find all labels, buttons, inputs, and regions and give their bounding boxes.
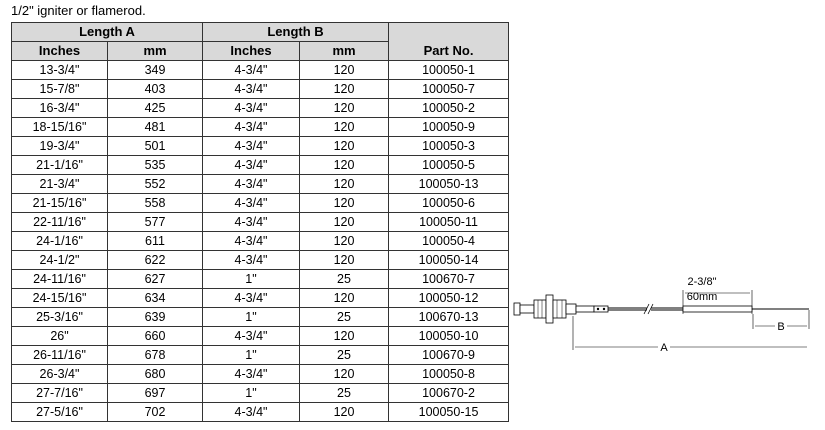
cell-a-inches: 13-3/4"	[12, 61, 108, 80]
cell-a-inches: 27-7/16"	[12, 384, 108, 403]
dim-top-mm: 60mm	[686, 291, 718, 303]
cell-b-inches: 4-3/4"	[203, 194, 300, 213]
cell-part-no: 100050-6	[389, 194, 509, 213]
cell-b-inches: 4-3/4"	[203, 175, 300, 194]
cell-b-mm: 120	[300, 61, 389, 80]
cell-part-no: 100050-1	[389, 61, 509, 80]
cell-b-inches: 1"	[203, 308, 300, 327]
cell-b-mm: 120	[300, 403, 389, 422]
table-row	[12, 384, 509, 403]
table-row	[12, 308, 509, 327]
cell-a-mm: 403	[108, 80, 203, 99]
cell-b-inches: 4-3/4"	[203, 213, 300, 232]
cell-a-inches: 21-3/4"	[12, 175, 108, 194]
table-row	[12, 327, 509, 346]
cell-b-inches: 4-3/4"	[203, 365, 300, 384]
cell-b-inches: 4-3/4"	[203, 289, 300, 308]
length-a-header: Length A	[12, 23, 203, 42]
cell-part-no: 100050-13	[389, 175, 509, 194]
ceramic-insulator	[683, 306, 752, 312]
cell-a-mm: 639	[108, 308, 203, 327]
cell-part-no: 100050-3	[389, 137, 509, 156]
cell-b-mm: 25	[300, 270, 389, 289]
part-no-header: Part No.	[389, 23, 509, 61]
break-mark-2	[648, 304, 653, 314]
cell-b-inches: 4-3/4"	[203, 80, 300, 99]
cell-a-mm: 702	[108, 403, 203, 422]
table-row	[12, 403, 509, 422]
b-mm-header: mm	[300, 42, 389, 61]
cell-b-mm: 120	[300, 99, 389, 118]
cell-a-mm: 481	[108, 118, 203, 137]
table-row	[12, 346, 509, 365]
table-row	[12, 194, 509, 213]
caption: 1/2" igniter or flamerod.	[11, 3, 146, 18]
table-row	[12, 289, 509, 308]
a-mm-header: mm	[108, 42, 203, 61]
cell-part-no: 100670-9	[389, 346, 509, 365]
cell-b-mm: 120	[300, 194, 389, 213]
cell-a-mm: 535	[108, 156, 203, 175]
cell-a-mm: 558	[108, 194, 203, 213]
cell-a-inches: 16-3/4"	[12, 99, 108, 118]
cell-b-mm: 120	[300, 365, 389, 384]
cell-b-inches: 1"	[203, 346, 300, 365]
cell-b-mm: 120	[300, 213, 389, 232]
cell-a-mm: 680	[108, 365, 203, 384]
table-row	[12, 118, 509, 137]
cell-a-inches: 15-7/8"	[12, 80, 108, 99]
cell-part-no: 100050-15	[389, 403, 509, 422]
table-row	[12, 99, 509, 118]
cell-b-mm: 120	[300, 327, 389, 346]
cell-a-inches: 26"	[12, 327, 108, 346]
cell-b-mm: 120	[300, 175, 389, 194]
cell-a-mm: 627	[108, 270, 203, 289]
cell-part-no: 100050-11	[389, 213, 509, 232]
cell-a-mm: 660	[108, 327, 203, 346]
cell-part-no: 100050-10	[389, 327, 509, 346]
cell-b-inches: 4-3/4"	[203, 118, 300, 137]
cell-a-inches: 26-11/16"	[12, 346, 108, 365]
table-row	[12, 251, 509, 270]
table-row	[12, 365, 509, 384]
cell-b-mm: 120	[300, 156, 389, 175]
length-b-header: Length B	[203, 23, 389, 42]
cell-a-inches: 24-15/16"	[12, 289, 108, 308]
cell-b-mm: 120	[300, 118, 389, 137]
cell-part-no: 100050-7	[389, 80, 509, 99]
cell-a-mm: 577	[108, 213, 203, 232]
igniter-diagram	[505, 262, 823, 357]
cell-b-mm: 25	[300, 308, 389, 327]
cell-b-inches: 4-3/4"	[203, 99, 300, 118]
table-body	[12, 61, 509, 422]
table-row	[12, 213, 509, 232]
table-group-header-row	[12, 23, 509, 42]
cell-b-inches: 4-3/4"	[203, 232, 300, 251]
cell-a-inches: 25-3/16"	[12, 308, 108, 327]
table-row	[12, 232, 509, 251]
cell-a-mm: 634	[108, 289, 203, 308]
dim-top-inches: 2-3/8"	[687, 276, 717, 288]
cell-part-no: 100050-5	[389, 156, 509, 175]
cell-b-mm: 120	[300, 289, 389, 308]
cell-part-no: 100050-12	[389, 289, 509, 308]
cell-b-inches: 4-3/4"	[203, 156, 300, 175]
cell-a-mm: 425	[108, 99, 203, 118]
cell-part-no: 100670-2	[389, 384, 509, 403]
cell-b-mm: 120	[300, 232, 389, 251]
cell-part-no: 100050-14	[389, 251, 509, 270]
cell-b-mm: 25	[300, 384, 389, 403]
cell-a-mm: 611	[108, 232, 203, 251]
table-row	[12, 137, 509, 156]
cell-a-inches: 26-3/4"	[12, 365, 108, 384]
spec-table	[11, 22, 509, 422]
cell-a-mm: 622	[108, 251, 203, 270]
cell-a-mm: 501	[108, 137, 203, 156]
cell-part-no: 100670-13	[389, 308, 509, 327]
cell-b-inches: 4-3/4"	[203, 403, 300, 422]
cell-part-no: 100050-8	[389, 365, 509, 384]
cell-a-inches: 22-11/16"	[12, 213, 108, 232]
cell-a-inches: 24-1/2"	[12, 251, 108, 270]
igniter-body	[514, 295, 608, 323]
label-a: A	[660, 342, 668, 354]
a-inches-header: Inches	[12, 42, 108, 61]
cell-a-inches: 21-15/16"	[12, 194, 108, 213]
cell-b-inches: 1"	[203, 384, 300, 403]
cell-b-inches: 4-3/4"	[203, 251, 300, 270]
cell-b-inches: 4-3/4"	[203, 327, 300, 346]
cell-part-no: 100670-7	[389, 270, 509, 289]
cell-b-inches: 1"	[203, 270, 300, 289]
cell-a-inches: 27-5/16"	[12, 403, 108, 422]
cell-a-inches: 24-1/16"	[12, 232, 108, 251]
cell-part-no: 100050-9	[389, 118, 509, 137]
cell-a-inches: 24-11/16"	[12, 270, 108, 289]
cell-a-mm: 697	[108, 384, 203, 403]
table-row	[12, 61, 509, 80]
cell-b-inches: 4-3/4"	[203, 137, 300, 156]
b-inches-header: Inches	[203, 42, 300, 61]
table-row	[12, 270, 509, 289]
cell-a-inches: 21-1/16"	[12, 156, 108, 175]
table-row	[12, 156, 509, 175]
cell-part-no: 100050-4	[389, 232, 509, 251]
break-mark-1	[644, 304, 649, 314]
cell-part-no: 100050-2	[389, 99, 509, 118]
table-header	[12, 23, 509, 61]
cell-b-mm: 120	[300, 137, 389, 156]
table-row	[12, 80, 509, 99]
cell-b-mm: 25	[300, 346, 389, 365]
cell-a-mm: 349	[108, 61, 203, 80]
cell-a-inches: 19-3/4"	[12, 137, 108, 156]
table-row	[12, 175, 509, 194]
cell-a-mm: 552	[108, 175, 203, 194]
cell-b-mm: 120	[300, 80, 389, 99]
cell-b-mm: 120	[300, 251, 389, 270]
cell-a-mm: 678	[108, 346, 203, 365]
cell-a-inches: 18-15/16"	[12, 118, 108, 137]
label-b: B	[777, 321, 785, 333]
cell-b-inches: 4-3/4"	[203, 61, 300, 80]
